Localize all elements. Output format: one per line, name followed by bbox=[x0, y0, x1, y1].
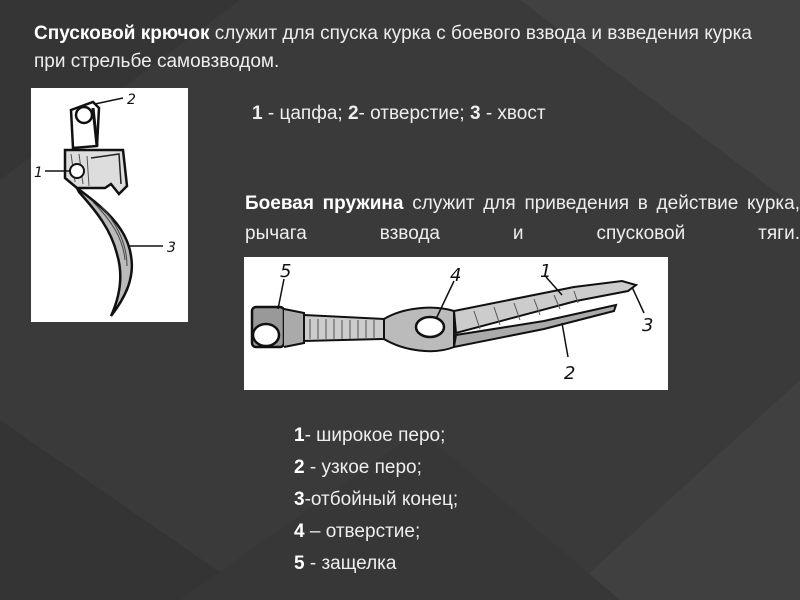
list-item bbox=[294, 516, 458, 548]
trigger-drawing bbox=[31, 88, 188, 322]
trigger-callout-3: 3 bbox=[167, 240, 176, 256]
part-num: 1 bbox=[294, 425, 305, 446]
part-num: 5 bbox=[294, 553, 305, 574]
part-num: 4 bbox=[294, 521, 305, 542]
mainspring-figure bbox=[244, 257, 668, 390]
mainspring-parts-list bbox=[294, 420, 458, 580]
part-text: - узкое перо; bbox=[304, 457, 422, 478]
part-text: - широкое перо; bbox=[304, 425, 446, 446]
list-item bbox=[294, 484, 458, 516]
mainspring-drawing bbox=[244, 257, 668, 390]
mainspring-term: Боевая пружина bbox=[245, 193, 404, 214]
mainspring-description bbox=[245, 189, 800, 251]
trigger-text: служит для спуска курка с боевого взвода и взведения курка при стрельбе самовзводом. bbox=[34, 23, 752, 72]
list-item bbox=[294, 420, 458, 452]
mainspring-callout-2: 2 bbox=[564, 363, 576, 384]
trigger-description bbox=[34, 20, 784, 76]
legend1-num-3: 3 bbox=[469, 103, 481, 124]
legend1-num-2: 2 bbox=[347, 103, 359, 124]
part-num: 3 bbox=[294, 489, 305, 510]
trigger-figure bbox=[31, 88, 188, 322]
part-text: – отверстие; bbox=[304, 521, 421, 542]
part-text: -отбойный конец; bbox=[304, 489, 459, 510]
mainspring-text: служит для приведения в действие курка, рычага взвода и спусковой тяги. bbox=[245, 193, 800, 244]
mainspring-callout-1: 1 bbox=[540, 261, 552, 282]
legend1-num-1: 1 bbox=[252, 103, 263, 124]
trigger-legend bbox=[252, 103, 546, 125]
trigger-callout-1: 1 bbox=[34, 165, 43, 181]
mainspring-callout-5: 5 bbox=[280, 261, 292, 282]
trigger-callout-2: 2 bbox=[127, 92, 136, 108]
trigger-term: Спусковой крючок bbox=[34, 23, 210, 44]
mainspring-callout-4: 4 bbox=[450, 265, 462, 286]
legend1-text-3: - хвост bbox=[480, 103, 546, 124]
part-num: 2 bbox=[294, 457, 305, 478]
list-item bbox=[294, 548, 458, 580]
mainspring-callout-3: 3 bbox=[642, 315, 654, 336]
part-text: - защелка bbox=[304, 553, 397, 574]
list-item bbox=[294, 452, 458, 484]
legend1-text-2: - отверстие; bbox=[358, 103, 470, 124]
legend1-text-1: - цапфа; bbox=[262, 103, 348, 124]
